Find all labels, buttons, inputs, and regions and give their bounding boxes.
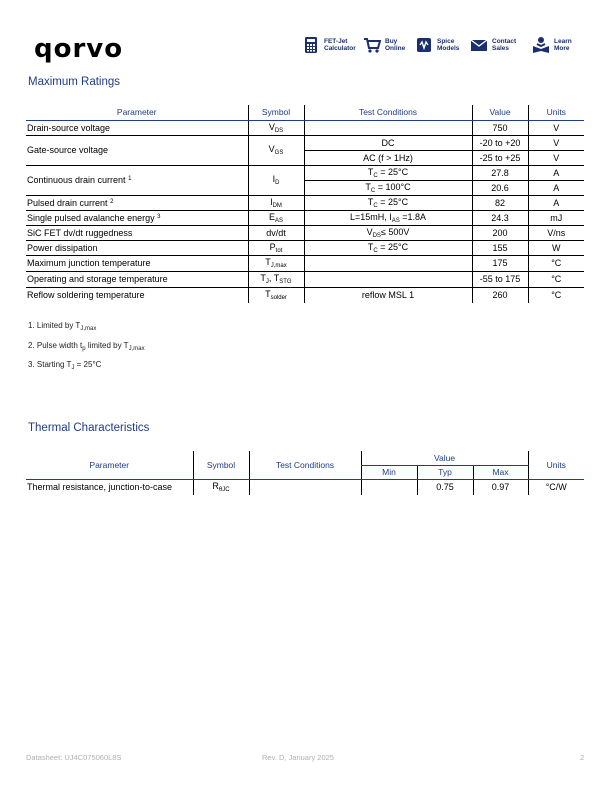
param-cell: SiC FET dv/dt ruggedness xyxy=(26,225,248,240)
typ-cell: 0.75 xyxy=(417,479,473,495)
unit-cell: V xyxy=(528,150,584,165)
param-cell: Single pulsed avalanche energy $^3$ xyxy=(26,210,248,225)
nav-label: Learn More xyxy=(554,38,572,52)
table-header-row xyxy=(26,105,584,120)
table-row xyxy=(26,271,584,287)
symbol-cell: $V_{DS}$ xyxy=(248,120,304,135)
col-header-test-conditions: Test Conditions xyxy=(249,451,361,479)
symbol-cell: dv/dt xyxy=(248,225,304,240)
envelope-icon xyxy=(470,36,488,54)
value-cell: -20 to +20 xyxy=(472,135,528,150)
footnote-2: 2. Pulse width $t_p$ limited by $T_{J,max}$ xyxy=(28,340,145,352)
condition-cell: $T_C = 100^\circ C$ xyxy=(304,180,472,195)
condition-cell: DC xyxy=(304,135,472,150)
param-cell: Continuous drain current $^1$ xyxy=(26,165,248,195)
value-cell: 27.8 xyxy=(472,165,528,180)
table-row xyxy=(26,255,584,271)
param-cell: Power dissipation xyxy=(26,240,248,255)
symbol-cell: $P_{tot}$ xyxy=(248,240,304,255)
unit-cell: W xyxy=(528,240,584,255)
value-cell: 82 xyxy=(472,195,528,210)
calculator-icon xyxy=(302,36,320,54)
footnote-3: 3. Starting $T_J = 25^\circ C$ xyxy=(28,360,102,371)
param-cell: Operating and storage temperature xyxy=(26,271,248,287)
max-cell: 0.97 xyxy=(473,479,528,495)
condition-cell xyxy=(249,479,361,495)
footer-datasheet: Datasheet: UJ4C075060L8S xyxy=(26,753,122,762)
value-cell: 750 xyxy=(472,120,528,135)
table-row xyxy=(26,225,584,240)
condition-cell: AC (f > 1Hz) xyxy=(304,150,472,165)
value-cell: -25 to +25 xyxy=(472,150,528,165)
unit-cell: mJ xyxy=(528,210,584,225)
condition-cell: reflow MSL 1 xyxy=(304,287,472,303)
table-row xyxy=(26,287,584,303)
value-cell: 200 xyxy=(472,225,528,240)
unit-cell: A xyxy=(528,195,584,210)
qorvo-logo[interactable] xyxy=(34,36,123,62)
col-header-test-conditions: Test Conditions xyxy=(304,105,472,120)
reader-icon xyxy=(532,36,550,54)
table-row xyxy=(26,120,584,135)
param-cell: Maximum junction temperature xyxy=(26,255,248,271)
symbol-cell: $T_J$, $T_{STG}$ xyxy=(248,271,304,287)
param-cell: Thermal resistance, junction-to-case xyxy=(27,482,173,493)
logo-text: qorvo xyxy=(34,34,124,64)
symbol-cell: $E_{AS}$ xyxy=(248,210,304,225)
thermal-title: Thermal Characteristics xyxy=(28,422,150,434)
cart-icon xyxy=(363,36,381,54)
value-cell: 20.6 xyxy=(472,180,528,195)
value-cell: -55 to 175 xyxy=(472,271,528,287)
nav-label: Contact Sales xyxy=(492,38,517,52)
value-cell: 155 xyxy=(472,240,528,255)
unit-cell: A xyxy=(528,180,584,195)
condition-cell xyxy=(304,271,472,287)
unit-cell: V xyxy=(528,135,584,150)
condition-cell xyxy=(304,255,472,271)
col-header-value: Value xyxy=(361,451,528,465)
condition-cell: $V_{DS}\le 500V$ xyxy=(304,225,472,240)
nav-contact-sales[interactable] xyxy=(470,35,532,55)
col-header-symbol: Symbol xyxy=(248,105,304,120)
header-nav xyxy=(302,35,582,55)
table-row xyxy=(26,240,584,255)
col-header-max: Max xyxy=(473,465,528,479)
unit-cell: °C xyxy=(528,255,584,271)
unit-cell: V xyxy=(528,120,584,135)
table-row xyxy=(26,479,584,495)
max-ratings-table xyxy=(26,105,584,303)
condition-cell: $T_C = 25^\circ C$ xyxy=(304,240,472,255)
unit-cell: °C xyxy=(528,271,584,287)
symbol-cell: $I_D$ xyxy=(248,165,304,195)
condition-cell: $T_C = 25^\circ C$ xyxy=(304,165,472,180)
symbol-cell: $T_{solder}$ xyxy=(248,287,304,303)
unit-cell: °C/W xyxy=(528,479,584,495)
symbol-cell: $T_{J,max}$ xyxy=(248,255,304,271)
col-header-units: Units xyxy=(528,105,584,120)
symbol-cell: $I_{DM}$ xyxy=(248,195,304,210)
col-header-typ: Typ xyxy=(417,465,473,479)
condition-cell xyxy=(304,120,472,135)
param-cell: Drain-source voltage xyxy=(27,122,111,133)
table-row xyxy=(26,165,584,180)
unit-cell: V/ns xyxy=(528,225,584,240)
symbol-cell: $R_{\theta JC}$ xyxy=(193,479,249,495)
nav-label: FET-Jet Calculator xyxy=(324,38,356,52)
table-header-row xyxy=(26,451,584,465)
unit-cell: °C xyxy=(528,287,584,303)
table-row xyxy=(26,210,584,225)
col-header-units: Units xyxy=(528,451,584,479)
param-cell: Gate-source voltage xyxy=(26,135,248,165)
unit-cell: A xyxy=(528,165,584,180)
col-header-value: Value xyxy=(472,105,528,120)
symbol-cell: $V_{GS}$ xyxy=(248,135,304,165)
condition-cell: $T_C = 25^\circ C$ xyxy=(304,195,472,210)
footnote-1: 1. Limited by $T_{J,max}$ xyxy=(28,321,97,332)
col-header-min: Min xyxy=(361,465,417,479)
condition-cell: L=15mH, $I_{AS} =1.8A$ xyxy=(304,210,472,225)
circuit-model-icon xyxy=(415,36,433,54)
nav-spice-models[interactable] xyxy=(415,35,470,55)
col-header-symbol: Symbol xyxy=(193,451,249,479)
footer-revision: Rev. D, January 2025 xyxy=(262,753,334,762)
thermal-table xyxy=(26,451,584,495)
value-cell: 175 xyxy=(472,255,528,271)
min-cell xyxy=(361,479,417,495)
table-row xyxy=(26,195,584,210)
footnotes xyxy=(28,318,145,377)
footer-page-number: 2 xyxy=(580,753,585,762)
col-header-parameter: Parameter xyxy=(26,105,248,120)
table-row xyxy=(26,135,584,150)
nav-fet-jet-calculator[interactable] xyxy=(302,35,363,55)
nav-label: Spice Models xyxy=(437,38,460,52)
col-header-parameter: Parameter xyxy=(26,451,193,479)
param-cell: Pulsed drain current $^2$ xyxy=(26,195,248,210)
param-cell: Reflow soldering temperature xyxy=(26,287,248,303)
nav-label: Buy Online xyxy=(385,38,406,52)
value-cell: 24.3 xyxy=(472,210,528,225)
max-ratings-title: Maximum Ratings xyxy=(28,76,121,88)
nav-buy-online[interactable] xyxy=(363,35,415,55)
nav-learn-more[interactable] xyxy=(532,35,582,55)
value-cell: 260 xyxy=(472,287,528,303)
